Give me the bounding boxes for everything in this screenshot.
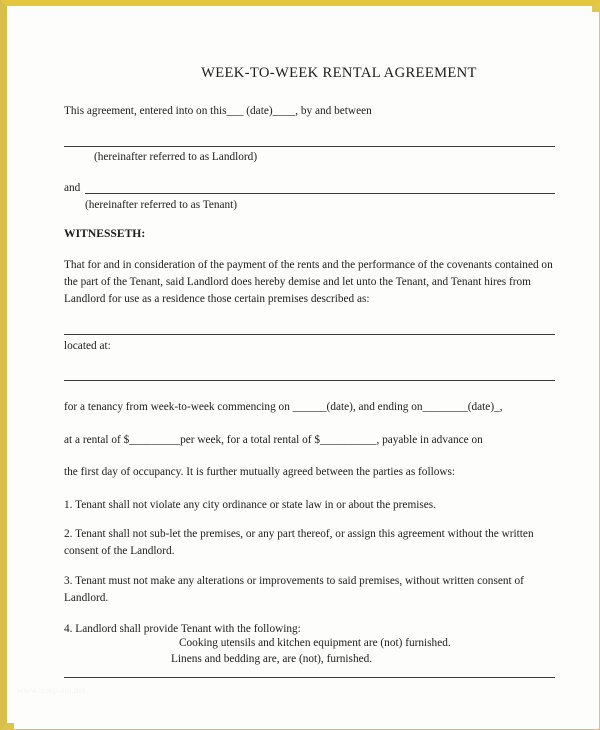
clause-1: 1. Tenant shall not violate any city ordinance or state law in or about the premises.: [64, 499, 437, 511]
site-watermark: www.template.net: [17, 685, 86, 695]
tenant-signature-rule: [85, 193, 555, 194]
document-body: [59, 12, 559, 729]
clause-4: 4. Landlord shall provide Tenant with the following:: [64, 623, 301, 635]
landlord-signature-rule: [64, 146, 555, 147]
premises-rule-2: [64, 380, 555, 381]
located-at-label: located at:: [64, 340, 111, 352]
intro-line: This agreement, entered into on this___ (date)____, by and between: [64, 105, 372, 117]
document-page: [14, 12, 599, 729]
tenancy-line: for a tenancy from week-to-week commencing on ______(date), and ending on________(date)_,: [64, 401, 503, 413]
and-label: and: [64, 182, 81, 194]
document-title-text: WEEK-TO-WEEK RENTAL AGREEMENT: [201, 65, 477, 81]
closing-rule: [64, 677, 555, 678]
premises-rule-1: [64, 334, 555, 335]
provision-linens-bedding: Linens and bedding are, are (not), furnished.: [171, 653, 373, 665]
clause-3: 3. Tenant must not make any alterations or improvements to said premises, without written consent of Landlord.: [64, 575, 524, 604]
tenant-caption: (hereinafter referred to as Tenant): [85, 199, 238, 211]
rental-line: at a rental of $_________per week, for a total rental of $__________, payable in advance on: [64, 434, 483, 446]
clause-2: 2. Tenant shall not sub-let the premises, or any part thereof, or assign this agreement without the written consent of the Landlord.: [64, 528, 534, 557]
provision-cooking-utensils: Cooking utensils and kitchen equipment are (not) furnished.: [179, 637, 451, 649]
document-title: [59, 66, 559, 81]
landlord-caption: (hereinafter referred to as Landlord): [94, 151, 258, 163]
occupancy-line: the first day of occupancy. It is further mutually agreed between the parties as follows:: [64, 466, 456, 478]
witnesseth-heading: WITNESSETH:: [64, 227, 146, 240]
consideration-paragraph: That for and in consideration of the payment of the rents and the performance of the covenants contained on the part of the Tenant, said Landlord does hereby demise and let unto the Tenant, and Tenant hires from Landlord for use as a residence those certain premises described as:: [64, 259, 553, 305]
